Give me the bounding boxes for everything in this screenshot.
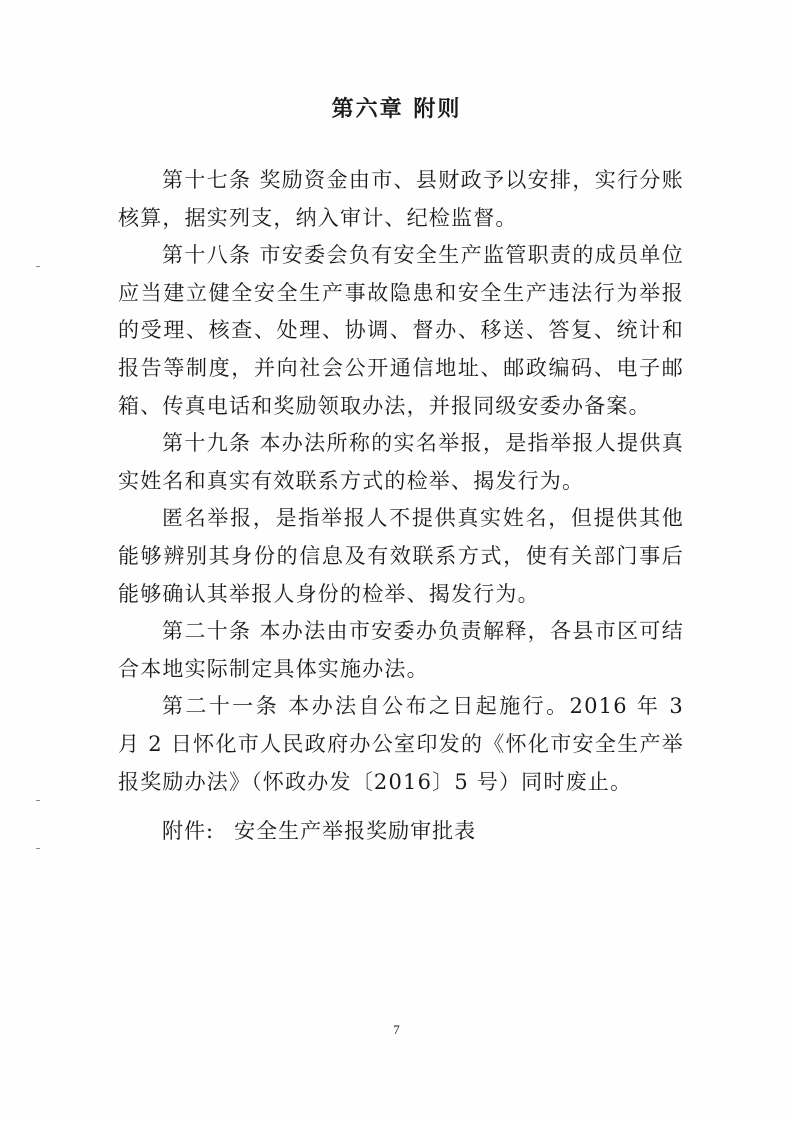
article-20-paragraph: 第二十条 本办法由市安委办负责解释，各县市区可结合本地实际制定具体实施办法。 bbox=[118, 619, 684, 681]
binding-mark bbox=[36, 848, 40, 849]
article-18-paragraph: 第十八条 市安委会负有安全生产监管职责的成员单位应当建立健全安全生产事故隐患和安全生产违法行为举报的受理、核查、处理、协调、督办、移送、答复、统计和报告等制度，并向社会公开通信地址、邮政编码、电子邮箱、传真电话和奖励领取办法，并报同级安委办备案。 bbox=[118, 243, 684, 418]
attachment-title: 安全生产举报奖励审批表 bbox=[234, 819, 477, 843]
binding-mark bbox=[36, 266, 40, 267]
attachment-label: 附件: bbox=[162, 819, 215, 843]
article-21-paragraph: 第二十一条 本办法自公布之日起施行。2016 年 3 月 2 日怀化市人民政府办公室印发的《怀化市安全生产举报奖励办法》（怀政办发〔2016〕5 号）同时废止。 bbox=[118, 694, 684, 794]
article-17-paragraph: 第十七条 奖励资金由市、县财政予以安排，实行分账核算，据实列支，纳入审计、纪检监督。 bbox=[118, 168, 684, 230]
anonymous-report-paragraph: 匿名举报，是指举报人不提供真实姓名，但提供其他能够辨别其身份的信息及有效联系方式，使有关部门事后能够确认其举报人身份的检举、揭发行为。 bbox=[118, 506, 684, 606]
chapter-title: 第六章 附则 bbox=[331, 97, 462, 122]
document-body bbox=[118, 162, 684, 801]
article-19-paragraph: 第十九条 本办法所称的实名举报，是指举报人提供真实姓名和真实有效联系方式的检举、揭发行为。 bbox=[118, 431, 684, 493]
attachment-line bbox=[162, 815, 476, 845]
binding-mark bbox=[36, 800, 40, 801]
page-number: 7 bbox=[393, 1022, 400, 1037]
